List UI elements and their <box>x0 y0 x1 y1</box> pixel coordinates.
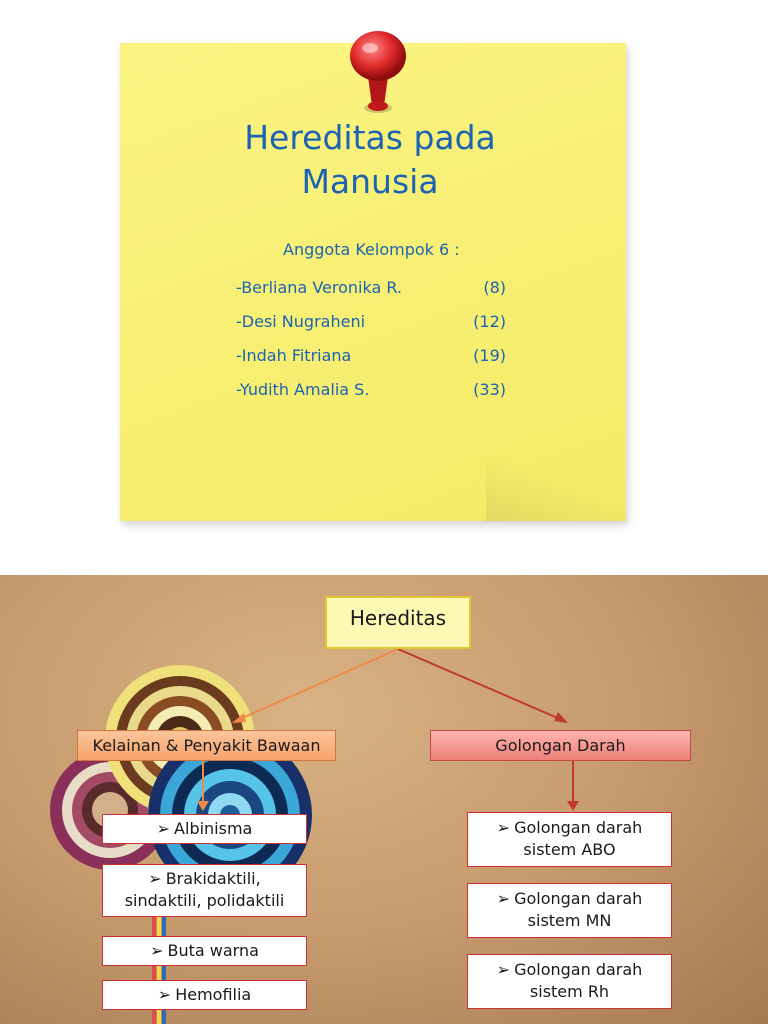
item-label-line2: sindaktili, polidaktili <box>124 891 285 910</box>
member-row <box>236 278 506 300</box>
title-line-1: Hereditas pada <box>244 118 496 157</box>
member-name: -Indah Fitriana <box>236 346 352 365</box>
item-label: Brakidaktili, <box>165 869 261 888</box>
item-label-line2: sistem ABO <box>523 840 616 859</box>
item-label: Golongan darah <box>514 818 643 837</box>
root-node-hereditas: Hereditas <box>325 596 471 649</box>
bullet-arrow-icon: ➢ <box>496 818 511 837</box>
member-row <box>236 312 506 334</box>
push-pin-icon <box>338 26 418 126</box>
bullet-arrow-icon: ➢ <box>156 819 171 838</box>
item-label: Golongan darah <box>514 960 643 979</box>
note-curl-shadow <box>486 461 626 521</box>
list-item <box>102 936 307 966</box>
bullet-arrow-icon: ➢ <box>496 889 511 908</box>
item-label: Hemofilia <box>175 985 252 1004</box>
member-name: -Berliana Veronika R. <box>236 278 402 297</box>
branch-node-kelainan: Kelainan & Penyakit Bawaan <box>77 730 336 761</box>
member-row <box>236 380 506 402</box>
member-number: (19) <box>473 346 506 365</box>
item-label: Buta warna <box>167 941 259 960</box>
member-name: -Yudith Amalia S. <box>236 380 370 399</box>
concept-map-slide <box>0 575 768 1024</box>
title-line-2: Manusia <box>301 162 439 201</box>
member-row <box>236 346 506 368</box>
list-item <box>102 980 307 1010</box>
list-item <box>102 814 307 844</box>
item-label-line2: sistem MN <box>527 911 612 930</box>
item-label-line2: sistem Rh <box>529 982 610 1001</box>
member-name: -Desi Nugraheni <box>236 312 366 331</box>
list-item <box>467 954 672 1009</box>
bullet-arrow-icon: ➢ <box>148 869 162 888</box>
branch-node-golongan-darah: Golongan Darah <box>430 730 691 761</box>
bullet-arrow-icon: ➢ <box>496 960 511 979</box>
list-item <box>102 864 307 917</box>
member-number: (12) <box>473 312 506 331</box>
item-label: Golongan darah <box>514 889 643 908</box>
member-number: (8) <box>483 278 506 297</box>
member-list-heading: Anggota Kelompok 6 : <box>283 240 460 259</box>
bullet-arrow-icon: ➢ <box>150 941 164 960</box>
page-title <box>200 116 540 204</box>
member-number: (33) <box>473 380 506 399</box>
item-label: Albinisma <box>174 819 253 838</box>
bullet-arrow-icon: ➢ <box>157 985 172 1004</box>
list-item <box>467 883 672 938</box>
list-item <box>467 812 672 867</box>
